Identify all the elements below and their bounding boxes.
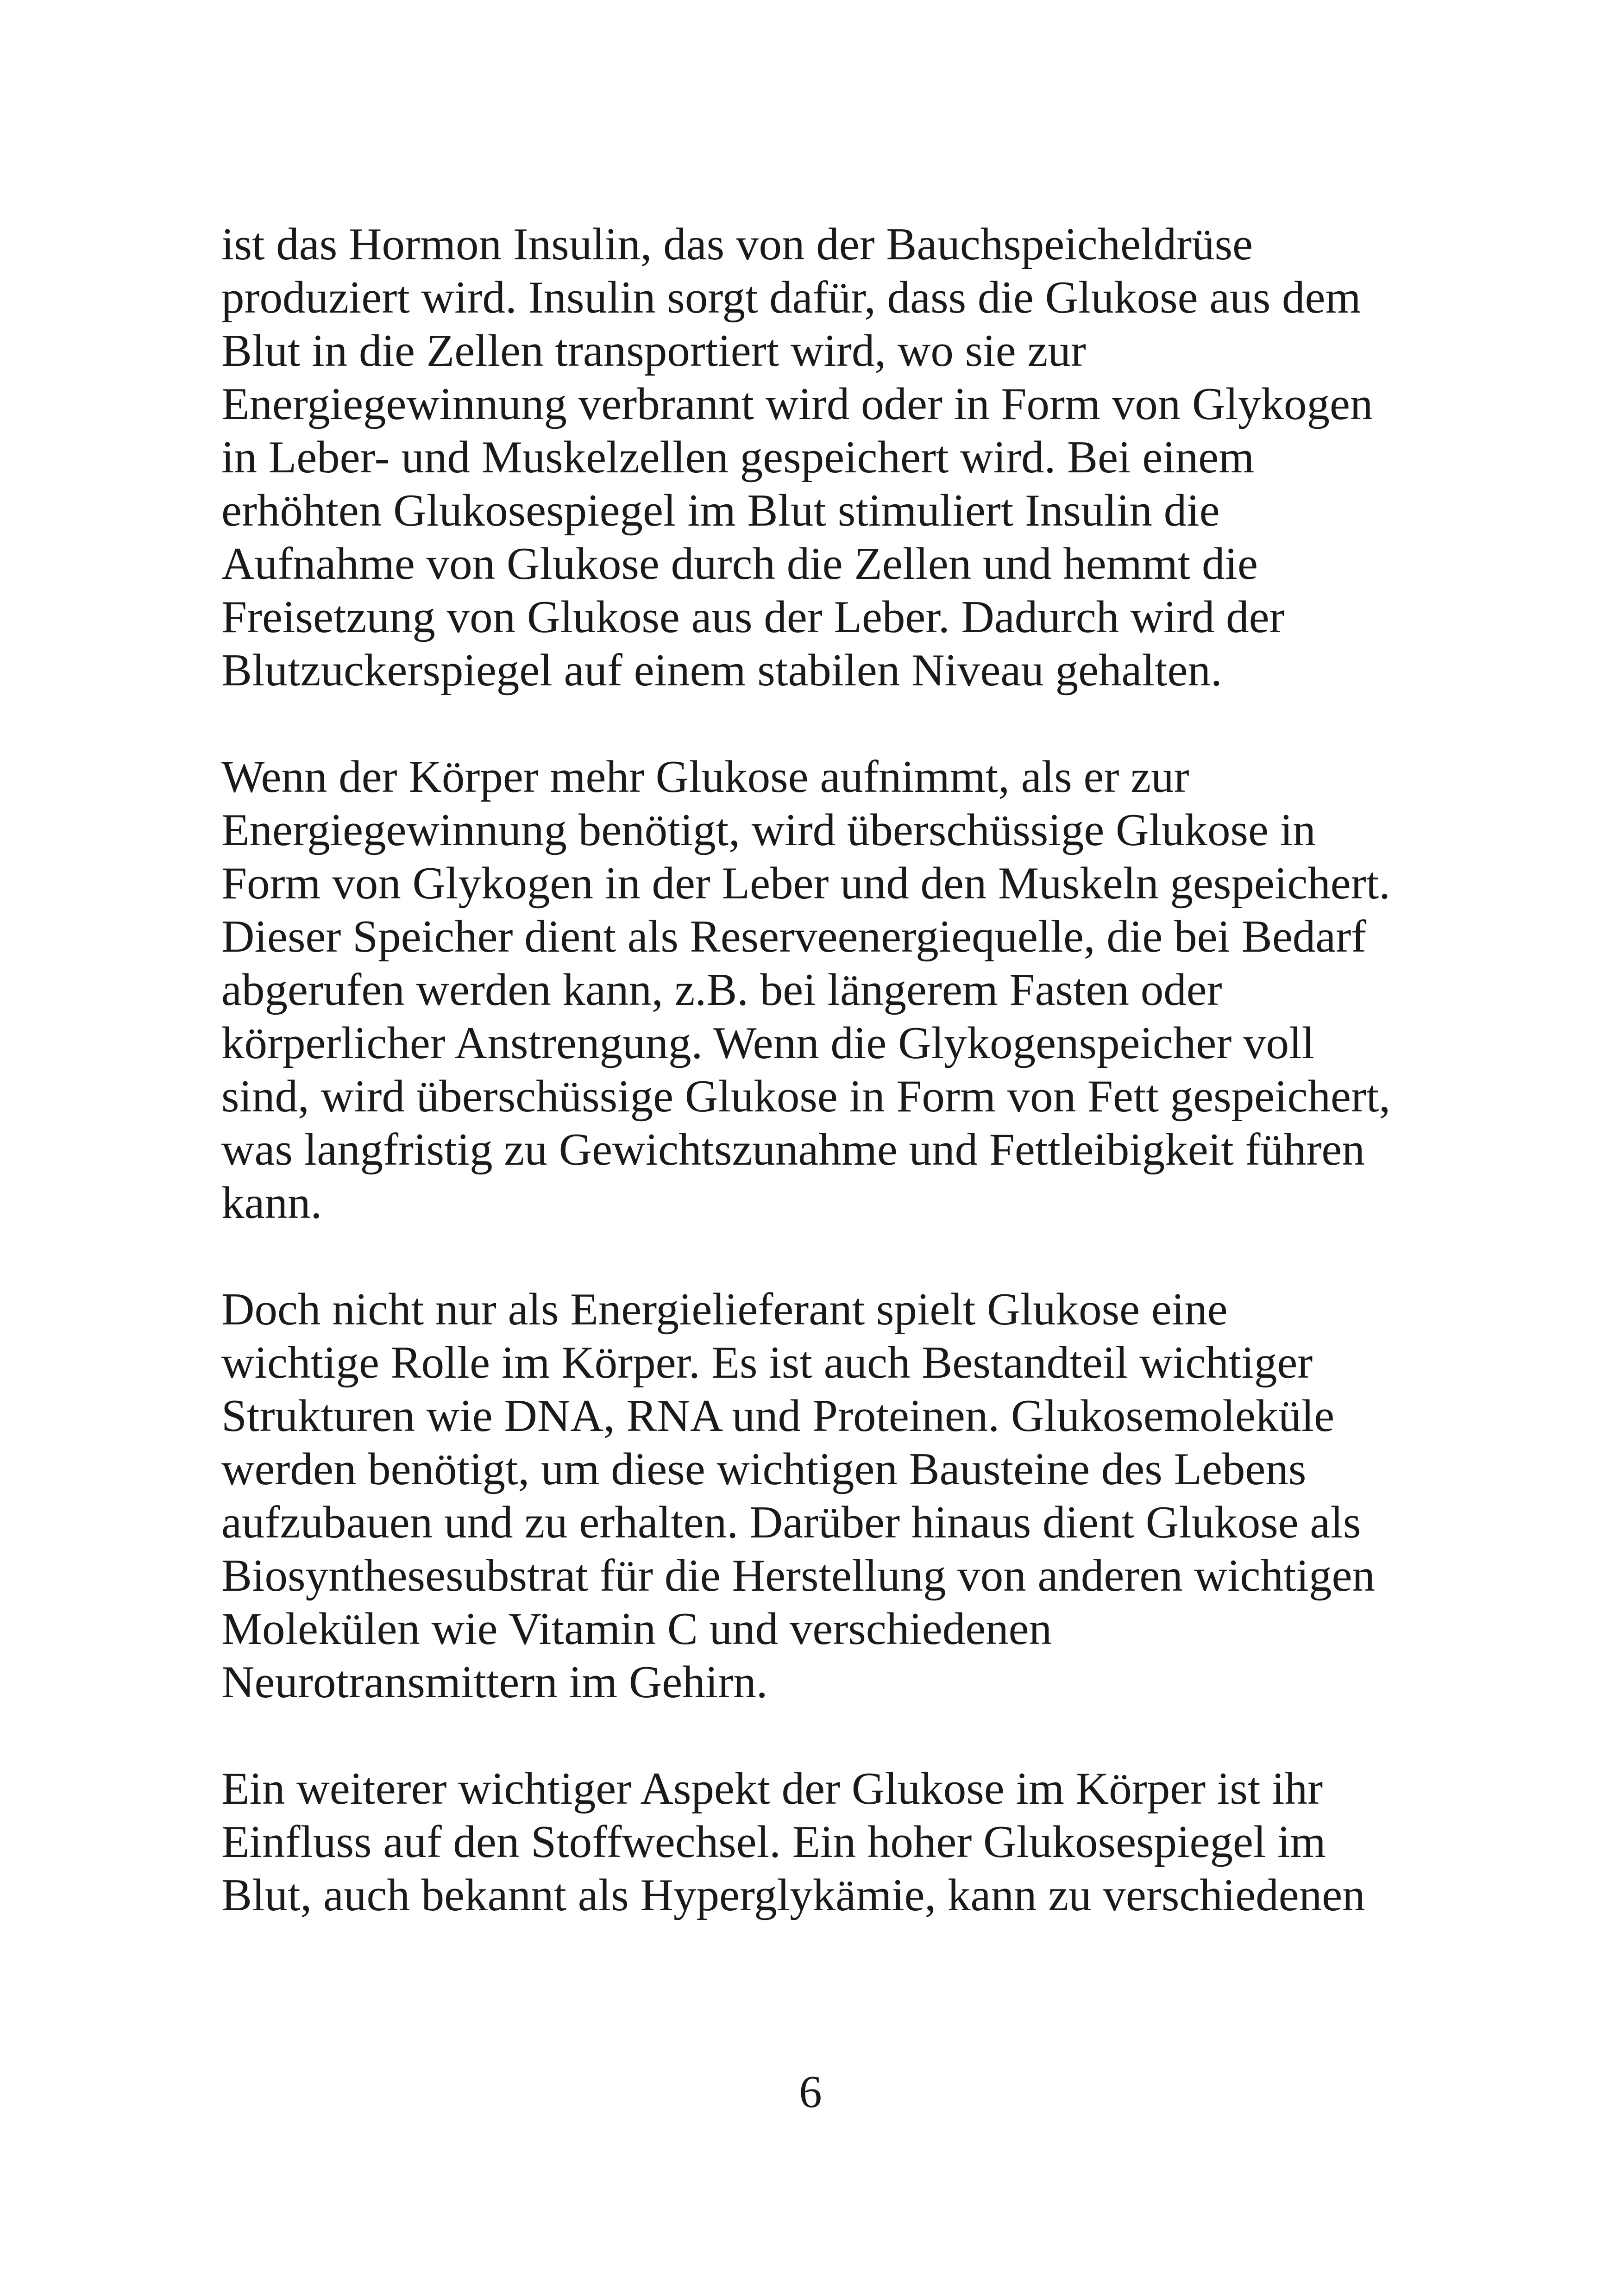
paragraph-1 — [221, 218, 1426, 697]
text-line: Blutzuckerspiegel auf einem stabilen Niveau gehalten. — [221, 645, 1222, 696]
text-line: in Leber- und Muskelzellen gespeichert wird. Bei einem — [221, 432, 1255, 483]
text-line: Biosynthesesubstrat für die Herstellung von anderen wichtigen — [221, 1550, 1375, 1601]
text-line: erhöhten Glukosespiegel im Blut stimuliert Insulin die — [221, 485, 1220, 536]
text-line: Freisetzung von Glukose aus der Leber. Dadurch wird der — [221, 592, 1285, 642]
text-line: was langfristig zu Gewichtszunahme und Fettleibigkeit führen — [221, 1124, 1365, 1175]
paragraph-2 — [221, 750, 1426, 1230]
text-line: sind, wird überschüssige Glukose in Form von Fett gespeichert, — [221, 1071, 1391, 1122]
text-line: Dieser Speicher dient als Reserveenergiequelle, die bei Bedarf — [221, 911, 1367, 962]
text-line: werden benötigt, um diese wichtigen Bausteine des Lebens — [221, 1444, 1307, 1494]
text-line: Strukturen wie DNA, RNA und Proteinen. Glukosemoleküle — [221, 1391, 1335, 1441]
text-line: Energiegewinnung verbrannt wird oder in Form von Glykogen — [221, 379, 1373, 429]
text-line: Doch nicht nur als Energielieferant spielt Glukose eine — [221, 1284, 1228, 1335]
text-line: wichtige Rolle im Körper. Es ist auch Bestandteil wichtiger — [221, 1337, 1313, 1388]
text-line: Ein weiterer wichtiger Aspekt der Glukose im Körper ist ihr — [221, 1763, 1323, 1814]
text-line: Einfluss auf den Stoffwechsel. Ein hoher Glukosespiegel im — [221, 1817, 1326, 1867]
text-line: Aufnahme von Glukose durch die Zellen und hemmt die — [221, 539, 1258, 589]
body-text — [221, 218, 1426, 1922]
text-line: Neurotransmittern im Gehirn. — [221, 1657, 768, 1707]
paragraph-3 — [221, 1283, 1426, 1709]
text-line: ist das Hormon Insulin, das von der Bauchspeicheldrüse — [221, 219, 1253, 270]
text-line: aufzubauen und zu erhalten. Darüber hinaus dient Glukose als — [221, 1497, 1361, 1548]
text-line: Energiegewinnung benötigt, wird überschüssige Glukose in — [221, 805, 1316, 855]
text-line: Blut, auch bekannt als Hyperglykämie, kann zu verschiedenen — [221, 1870, 1365, 1920]
text-line: abgerufen werden kann, z.B. bei längerem Fasten oder — [221, 965, 1222, 1015]
text-line: Form von Glykogen in der Leber und den Muskeln gespeichert. — [221, 858, 1390, 909]
text-line: Blut in die Zellen transportiert wird, wo sie zur — [221, 326, 1086, 376]
text-line: Wenn der Körper mehr Glukose aufnimmt, als er zur — [221, 752, 1189, 802]
text-line: kann. — [221, 1178, 322, 1228]
text-line: produziert wird. Insulin sorgt dafür, dass die Glukose aus dem — [221, 272, 1361, 323]
text-line: Molekülen wie Vitamin C und verschiedenen — [221, 1604, 1052, 1654]
text-line: körperlicher Anstrengung. Wenn die Glykogenspeicher voll — [221, 1018, 1315, 1068]
paragraph-4 — [221, 1762, 1426, 1922]
page-number: 6 — [799, 2067, 822, 2117]
